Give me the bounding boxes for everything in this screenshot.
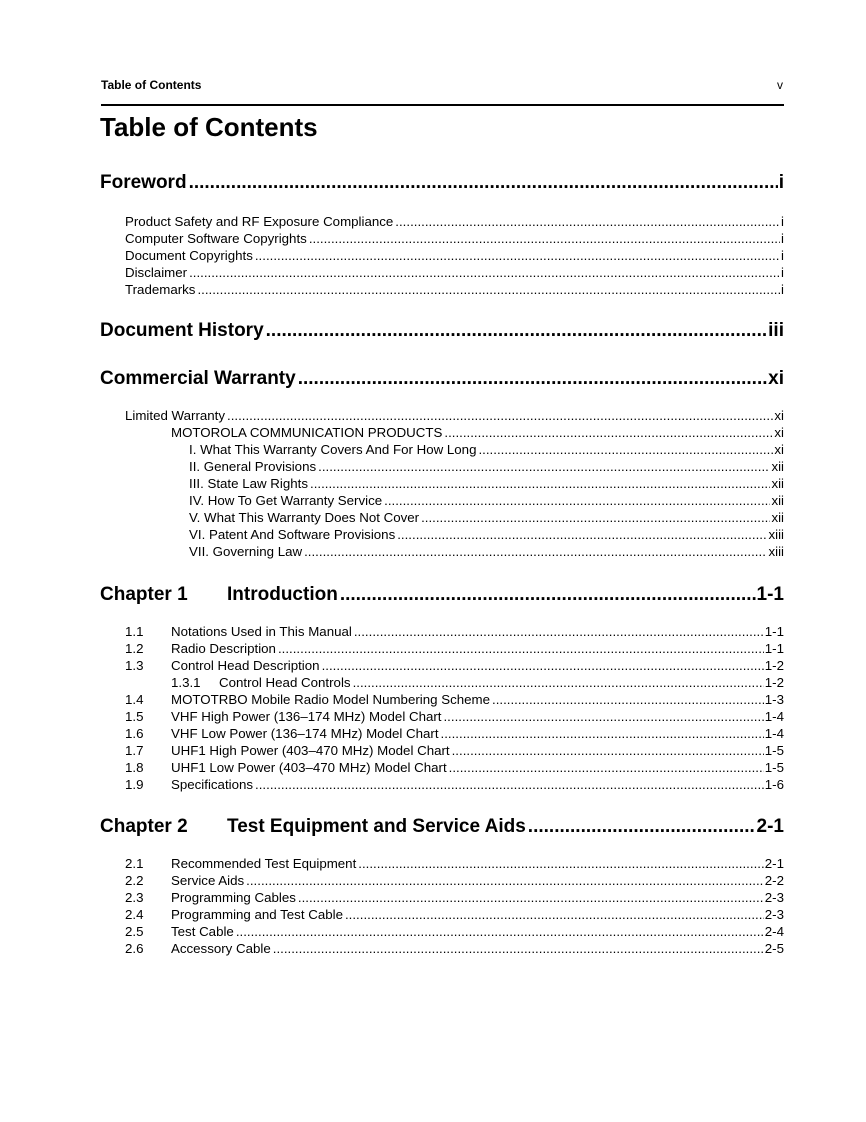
toc-entry-page: 2-1 bbox=[764, 856, 784, 871]
toc-entry-title: Service Aids bbox=[171, 873, 245, 888]
toc-entry-number: 1.3 bbox=[125, 658, 144, 673]
running-header bbox=[101, 78, 783, 94]
toc-entry-title: Test Cable bbox=[171, 924, 234, 939]
toc-section-number: Chapter 1 bbox=[100, 584, 188, 605]
dot-leader bbox=[443, 709, 763, 724]
toc-entry[interactable] bbox=[125, 890, 784, 907]
dot-leader bbox=[197, 282, 780, 297]
toc-entry-title: VHF High Power (136–174 MHz) Model Chart bbox=[171, 709, 442, 724]
toc-section-page: 2-1 bbox=[756, 816, 784, 837]
toc-entry-number: 1.2 bbox=[125, 641, 144, 656]
dot-leader bbox=[255, 248, 780, 263]
toc-entry[interactable] bbox=[125, 907, 784, 924]
dot-leader bbox=[421, 510, 770, 525]
toc-entry-page: 1-5 bbox=[764, 743, 784, 758]
dot-leader bbox=[452, 743, 764, 758]
toc-entry[interactable] bbox=[125, 709, 784, 726]
dot-leader bbox=[340, 584, 756, 606]
toc-entry-page: 1-1 bbox=[764, 641, 784, 656]
toc-entry-page: 2-3 bbox=[764, 890, 784, 905]
toc-entry[interactable] bbox=[125, 924, 784, 941]
dot-leader bbox=[273, 941, 764, 956]
toc-entry-title: Document Copyrights bbox=[125, 248, 253, 263]
running-header-title: Table of Contents bbox=[101, 78, 202, 92]
toc-entry[interactable] bbox=[125, 760, 784, 777]
page-title: Table of Contents bbox=[100, 112, 318, 142]
running-header-page-number: v bbox=[777, 78, 783, 92]
toc-entry-title: MOTOROLA COMMUNICATION PRODUCTS bbox=[171, 425, 443, 440]
toc-entry-page: 1-4 bbox=[764, 709, 784, 724]
dot-leader bbox=[444, 425, 773, 440]
toc-entry-page: 1-3 bbox=[764, 692, 784, 707]
dot-leader bbox=[189, 265, 780, 280]
toc-entry-number: 1.6 bbox=[125, 726, 144, 741]
dot-leader bbox=[449, 760, 764, 775]
toc-entry-page: xi bbox=[774, 442, 784, 457]
toc-section-page: xi bbox=[768, 368, 784, 389]
toc-section-page: i bbox=[778, 172, 784, 193]
toc-entry-page: i bbox=[781, 282, 784, 297]
toc-entry-title: V. What This Warranty Does Not Cover bbox=[189, 510, 420, 525]
dot-leader bbox=[309, 231, 780, 246]
toc-entry-title: III. State Law Rights bbox=[189, 476, 308, 491]
toc-section-title: Foreword bbox=[100, 172, 187, 193]
toc-entry-page: 2-4 bbox=[764, 924, 784, 939]
toc-entry-title: II. General Provisions bbox=[189, 459, 317, 474]
toc-entry[interactable] bbox=[125, 692, 784, 709]
toc-entry-number: 1.1 bbox=[125, 624, 144, 639]
toc-entry[interactable] bbox=[189, 493, 784, 510]
toc-entry-page: 1-4 bbox=[764, 726, 784, 741]
toc-entry-number: 2.3 bbox=[125, 890, 144, 905]
toc-entry[interactable] bbox=[125, 777, 784, 794]
toc-entry-title: Programming and Test Cable bbox=[171, 907, 343, 922]
dot-leader bbox=[310, 476, 770, 491]
toc-entry-page: i bbox=[781, 248, 784, 263]
dot-leader bbox=[441, 726, 764, 741]
toc-entry-page: xii bbox=[771, 510, 784, 525]
toc-entry-title: Specifications bbox=[171, 777, 254, 792]
toc-entry[interactable] bbox=[171, 425, 784, 442]
toc-entry[interactable] bbox=[125, 231, 784, 248]
toc-entry-title: I. What This Warranty Covers And For How Long bbox=[189, 442, 477, 457]
dot-leader bbox=[298, 890, 764, 905]
toc-entry-number: 1.3.1 bbox=[171, 675, 201, 690]
toc-entry-title: MOTOTRBO Mobile Radio Model Numbering Scheme bbox=[171, 692, 490, 707]
dot-leader bbox=[358, 856, 764, 871]
toc-entry-number: 1.4 bbox=[125, 692, 144, 707]
toc-entry-page: xiii bbox=[768, 527, 784, 542]
header-rule bbox=[101, 104, 784, 106]
toc-section-1[interactable] bbox=[100, 320, 784, 344]
toc-entry-title: UHF1 High Power (403–470 MHz) Model Chart bbox=[171, 743, 450, 758]
toc-section-title: Commercial Warranty bbox=[100, 368, 296, 389]
toc-entry-number: 1.9 bbox=[125, 777, 144, 792]
toc-entry-title: Trademarks bbox=[125, 282, 196, 297]
toc-entry-number: 2.4 bbox=[125, 907, 144, 922]
toc-section-page: 1-1 bbox=[756, 584, 784, 605]
dot-leader bbox=[345, 907, 764, 922]
toc-entry-page: xii bbox=[771, 459, 784, 474]
toc-entry-page: 1-2 bbox=[764, 658, 784, 673]
toc-entry[interactable] bbox=[171, 675, 784, 692]
toc-entry-title: VI. Patent And Software Provisions bbox=[189, 527, 396, 542]
toc-entry-title: Programming Cables bbox=[171, 890, 296, 905]
toc-entry-page: 2-2 bbox=[764, 873, 784, 888]
toc-entry-title: Control Head Description bbox=[171, 658, 320, 673]
dot-leader bbox=[322, 658, 764, 673]
dot-leader bbox=[397, 527, 767, 542]
dot-leader bbox=[278, 641, 764, 656]
toc-section-title: Document History bbox=[100, 320, 264, 341]
toc-entry[interactable] bbox=[125, 214, 784, 231]
toc-entry-title: VII. Governing Law bbox=[189, 544, 303, 559]
toc-entry[interactable] bbox=[189, 510, 784, 527]
toc-section-0[interactable] bbox=[100, 172, 784, 196]
toc-entry-page: 1-1 bbox=[764, 624, 784, 639]
toc-section-title: Test Equipment and Service Aids bbox=[227, 816, 526, 837]
toc-section-4[interactable] bbox=[100, 816, 784, 840]
dot-leader bbox=[189, 172, 778, 194]
toc-entry[interactable] bbox=[125, 248, 784, 265]
toc-entry[interactable] bbox=[125, 658, 784, 675]
toc-entry-page: i bbox=[781, 265, 784, 280]
toc-entry-title: Computer Software Copyrights bbox=[125, 231, 307, 246]
toc-entry[interactable] bbox=[125, 265, 784, 282]
toc-entry-page: xiii bbox=[768, 544, 784, 559]
toc-entry-page: i bbox=[781, 214, 784, 229]
toc-entry[interactable] bbox=[125, 641, 784, 658]
toc-entry-page: 2-5 bbox=[764, 941, 784, 956]
toc-entry-number: 2.1 bbox=[125, 856, 144, 871]
toc-entry[interactable] bbox=[125, 941, 784, 958]
toc-entry[interactable] bbox=[125, 856, 784, 873]
toc-entry-number: 2.2 bbox=[125, 873, 144, 888]
toc-entry-number: 2.6 bbox=[125, 941, 144, 956]
toc-entry-title: Product Safety and RF Exposure Compliance bbox=[125, 214, 394, 229]
toc-entry[interactable] bbox=[189, 527, 784, 544]
toc-entry-title: Limited Warranty bbox=[125, 408, 225, 423]
toc-entry-number: 1.8 bbox=[125, 760, 144, 775]
toc-entry-title: UHF1 Low Power (403–470 MHz) Model Chart bbox=[171, 760, 447, 775]
toc-section-2[interactable] bbox=[100, 368, 784, 392]
toc-entry-title: Notations Used in This Manual bbox=[171, 624, 352, 639]
toc-entry-title: Disclaimer bbox=[125, 265, 188, 280]
dot-leader bbox=[384, 493, 770, 508]
toc-entry[interactable] bbox=[125, 726, 784, 743]
toc-entry-page: 2-3 bbox=[764, 907, 784, 922]
toc-entry-title: Control Head Controls bbox=[219, 675, 351, 690]
toc-entry-page: 1-6 bbox=[764, 777, 784, 792]
toc-entry-page: xii bbox=[771, 476, 784, 491]
toc-entry[interactable] bbox=[189, 442, 784, 459]
toc-entry[interactable] bbox=[125, 282, 784, 299]
dot-leader bbox=[304, 544, 767, 559]
toc-entry-number: 1.7 bbox=[125, 743, 144, 758]
dot-leader bbox=[354, 624, 764, 639]
dot-leader bbox=[492, 692, 764, 707]
dot-leader bbox=[528, 816, 756, 838]
toc-entry[interactable] bbox=[189, 459, 784, 476]
toc-entry-page: xii bbox=[771, 493, 784, 508]
toc-entry[interactable] bbox=[125, 408, 784, 425]
toc-entry[interactable] bbox=[189, 476, 784, 493]
toc-entry[interactable] bbox=[125, 743, 784, 760]
toc-section-title: Introduction bbox=[227, 584, 338, 605]
toc-entry-page: xi bbox=[774, 408, 784, 423]
dot-leader bbox=[246, 873, 764, 888]
toc-entry-title: VHF Low Power (136–174 MHz) Model Chart bbox=[171, 726, 439, 741]
toc-entry[interactable] bbox=[125, 624, 784, 641]
toc-section-3[interactable] bbox=[100, 584, 784, 608]
toc-entry-title: Radio Description bbox=[171, 641, 276, 656]
dot-leader bbox=[298, 368, 767, 390]
toc-entry-title: Accessory Cable bbox=[171, 941, 271, 956]
toc-section-number: Chapter 2 bbox=[100, 816, 188, 837]
dot-leader bbox=[255, 777, 764, 792]
toc-entry-number: 1.5 bbox=[125, 709, 144, 724]
toc-entry-title: IV. How To Get Warranty Service bbox=[189, 493, 383, 508]
toc-section-page: iii bbox=[768, 320, 784, 341]
dot-leader bbox=[318, 459, 770, 474]
dot-leader bbox=[478, 442, 773, 457]
dot-leader bbox=[353, 675, 764, 690]
toc-entry[interactable] bbox=[125, 873, 784, 890]
toc-entry-number: 2.5 bbox=[125, 924, 144, 939]
toc-entry-page: xi bbox=[774, 425, 784, 440]
toc-entry-page: i bbox=[781, 231, 784, 246]
toc-entry-page: 1-2 bbox=[764, 675, 784, 690]
dot-leader bbox=[236, 924, 764, 939]
toc-entry-title: Recommended Test Equipment bbox=[171, 856, 357, 871]
dot-leader bbox=[395, 214, 780, 229]
dot-leader bbox=[227, 408, 773, 423]
toc-entry[interactable] bbox=[189, 544, 784, 561]
dot-leader bbox=[266, 320, 768, 342]
toc-entry-page: 1-5 bbox=[764, 760, 784, 775]
